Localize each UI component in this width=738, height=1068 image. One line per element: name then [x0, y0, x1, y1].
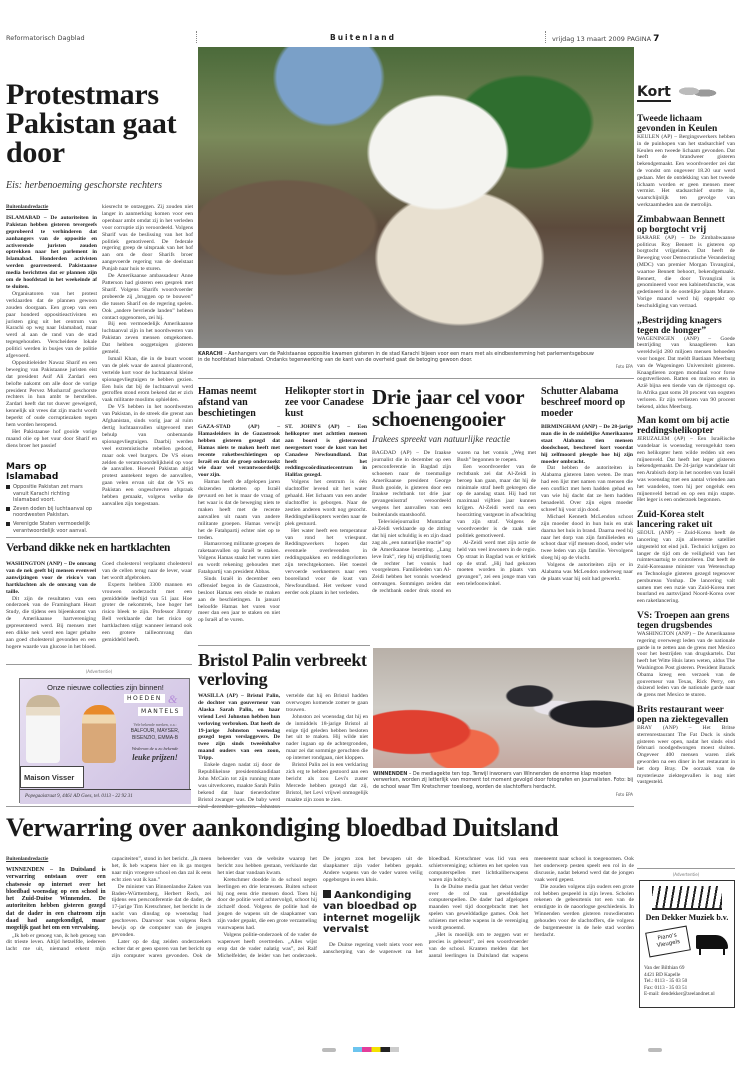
schutter-article — [541, 386, 633, 642]
paragraph: De VS hebben in het noordwesten van Pakistan, in de streek die grenst aan Afghanistan, sinds vorig jaar al ruim dertig luchtaanvallen uitgevoerd met behulp van onbemande spionagevliegtuigen. Daarbij werden veel extremistische rebellen gedood, maar ook veel burgers. De VS eisen zelden de verantwoordelijkheid op voor de aanvallen. Hoewel Pakistan altijd protest aantekent tegen de aanvallen, gaan velen ervan uit dat de VS en Pakistan een ongeschreven afspraak hebben gemaakt, volgens welke de aanvallen zijn toegestaan. — [102, 404, 193, 507]
kort-title: Kort — [637, 84, 671, 100]
registration-mark — [322, 1048, 336, 1052]
paragraph: Ismail Khan, die in de buurt woont van de plek waar de aanval plaatsvond, vertelde kort voor de luchtaanval kleine spionagevliegtuigen te hebben gezien. Een huis dat bij de luchtaanval werd getroffen stond erom bekend dat er zich vaak militante moslims ophielden. — [102, 355, 193, 404]
ad-hoeden: HOEDEN — [124, 694, 165, 703]
kort-item-title: Man komt om bij actie reddingshelikopter — [637, 416, 730, 437]
kort-item-title: Brits restaurant weer open na ziektegevallen — [637, 705, 729, 725]
paragraph: Organisatoren van het protest verklaarden dat de plannen gewoon zouden doorgaan. Een groep van een paar honderd oppositieactivisten en juristen ging uit het centrum van Karachi op weg naar Islamabad, maar werd al aan de rand van de stad tegengehouden. Verscheidene lokale politici werden in busjes van de politie afgevoerd. — [6, 290, 97, 360]
drie-jaar-article — [372, 386, 536, 642]
kort-item-text: BRAY (ANP) – Het Britse sterrenrestaurant The Fat Duck is sinds gisteren weer open, nadat het sinds eind februari noodgedwongen moest sluiten. Ongeveer 400 mensen waren ziek geworden na een diner in het restaurant in het dorp Bray. De oorzaak van de mysterieuze ziektegevallen is nog niet vastgesteld. — [637, 725, 735, 786]
kort-item-title: VS: Troepen aan grens tegen drugsbendes — [637, 611, 730, 632]
kort-column — [637, 84, 735, 786]
ad-address-1: Van der Bilthian 69 — [644, 965, 685, 971]
fact-box-text: Oppositie Pakistan zet mars vanuit Karachi richting Islamabad voort. — [13, 484, 83, 504]
paragraph: Een woordvoerder van de rechtbank zei dat Al-Zeidi in beroep kan gaan, maar dat hij de minimale straf heeft gekregen die op de aanslag staat. Hij had tot maximaal vijftien jaar kunnen krijgen. Al-Zeidi werd na een hoorzitting vastgezet in afwachting van zijn straf. Volgens de woordvoerder is de zaak niet politiek gemotiveerd. — [457, 463, 536, 539]
schutter-body — [541, 424, 633, 642]
drie-jaar-subtitle: Irakees spreekt van natuurlijke reactie — [372, 434, 511, 444]
intro: WASILLA (AP) – Bristol Palin, de dochter van gouverneur van Alaska Sarah Palin, en haar vriend Levi Johnston hebben hun verloving verbroken. Dat heeft de 19-jarige Johnston woensdag gezegd tegen verslaggevers. De twee zijn sinds tweeënhalve maand ouders van een zoon, Tripp. — [198, 693, 280, 762]
page-number: 7 — [653, 34, 660, 44]
masthead-paper: Reformatorisch Dagblad — [6, 34, 85, 42]
paragraph: Bristol Palin zei in een verklaring zich erg te hebben gestoord aan een bericht als zou Levi's zuster Mercede hebben gezegd dat zij, Bristol, het Levi vrijwel onmogelijk maakte zijn zoon te zien. — [286, 762, 368, 803]
paragraph: Televisiejournalist Muntazhar al-Zeidi verklaarde op de zitting dat hij niet schuldig is en zijn daad zag als „een natuurlijke reactie” op de Amerikaanse bezetting. „Lang leve Irak”, riep hij strijdlustig toen de rechter het vonnis had voorgelezen. Familieleden van Al-Zeidi hebben het vonnis woedend ontvangen. Sommigen zeiden dat de rechtbank onder druk stond en waren na het vonnis „Weg met Bush” begonnen te roepen. — [372, 450, 536, 595]
bullet-square-icon — [6, 485, 10, 489]
color-bar — [353, 1047, 399, 1052]
ad-ampersand: & — [168, 692, 178, 706]
intro: BIRMINGHAM (ANP) – De 28-jarige man die in de zuidelijke Amerikaanse staat Alabama tien mensen doodschoot, beschreef kort voordat hij zelfmoord pleegde hoe hij zijn moeder ombracht. — [541, 424, 633, 465]
verwarring-body — [6, 856, 634, 1042]
paragraph: Hamas heeft de afgelopen jaren duizenden raketten op Israël gevuurd en het is maar de vraag of het waar is dat de beweging niets te maken heeft met de recente aanvallen uit naam van andere militante groepen. Hamas verwijt het de Fatahpartij echter niet op te treden. — [198, 479, 280, 541]
bristol-headline: Bristol Palin verbreekt verloving — [198, 650, 367, 689]
paragraph: Bij een vermoedelijk Amerikaanse luchtaanval zijn in het noordwesten van Pakistan zeven mensen omgekomen. Dat hebben ooggetuigen gisteren gemeld. — [102, 321, 193, 356]
pakistan-protest-photo — [198, 47, 634, 348]
divider — [6, 537, 192, 538]
paragraph: De Duitse regering voelt niets voor een aanscherping van de wapenwet na het bloedbad. Kretschmer was lid van een schietvereniging; schieten en het spelen van computerspellen met lichtkaliberwapens waren zijn hobby's. — [322, 856, 529, 955]
helikopter-body — [285, 424, 367, 642]
kort-item-text: WAGENINGEN (ANP) – Goede bestrijding van knaagdieren kan wereldwijd 280 miljoen mensen behoeden voor honger. Dat meldt Bastiaan Meerburg van de Wageningen Universiteit gisteren. Knaagdieren zorgen mondiaal voor forse oogstverliezen. Ratten en muizen eten in Azië bijna een tiende van de rijstoogst op. In Afrika gaat soms 20 procent van oogsten verloren. Er zijn verliezen van 90 procent bekend, aldus Meerburg. — [637, 335, 735, 410]
photo-credit: Foto EPA — [615, 792, 633, 797]
byline: Buitenlandredactie — [6, 856, 49, 862]
paragraph: Het water heeft een temperatuur van rond het vriespunt. Reddingswerkers hopen dat eventuele overlevenden in reddingspakken en reddingsvlotten zijn terechtgekomen. Het toestel vervoerde werknemers naar een booreiland voor de kust van Newfoundland. Het verkeer vond eerder ook plaats in het verleden. — [285, 527, 367, 596]
photo-caption — [198, 351, 598, 364]
paragraph: „Ik heb er genoeg van, ik heb genoeg van dit trieste leven. Altijd hetzelfde, iedereen lacht me uit, niemand erkent mijn capaciteiten”, stond in het bericht. „Ik meen het, ik heb wapens hier en ik ga morgen naar mijn vroegere school en dan zal ik eens echt zien wat ik kan.” — [6, 856, 212, 953]
fact-box-item — [6, 484, 97, 504]
ad-fax: Fax: 0113 - 35 03 51 — [644, 984, 688, 991]
helikopter-headline: Helikopter stort in zee voor Canadese kust — [285, 386, 365, 419]
fact-box-text: Verenigde Staten vermoedelijk verantwoordelijk voor aanval. — [13, 520, 91, 534]
hamas-headline: Hamas neemt afstand van beschietingen — [198, 386, 257, 419]
paragraph: Hamasvroeg militante groepen de raketaanvallen op Israël te staken. Volgens Hamas staakt het vuren niet en wordt rekening gehouden met Fatahpartij van president Abbas. — [198, 541, 280, 576]
paragraph: Kretschmer doodde in de school negen leerlingen en drie leraressen. Buiten schoot hij nog eens drie mensen dood. Toen hij door de politie werd achtervolgd, schoot hij zichzelf dood. Volgens de politie had de jongen de wapens uit de slaapkamer van zijn vader gepakt, die een grote verzameling vuurwapens had. — [217, 876, 317, 932]
verband-body — [6, 561, 192, 662]
divider — [6, 664, 192, 665]
divider — [6, 806, 634, 807]
caption-text: – Aanhangers van de Pakistaanse oppositie kwamen gisteren in de stad Karachi bijeen voor een mars met als eindbestemming het parlementsgebouw in de hoofdstad Islamabad. Ondanks tegenwerking van de kant van de overheid gaat de betoging gewoon door. — [198, 351, 594, 364]
verband-headline: Verband dikke nek en hartklachten — [6, 542, 171, 554]
divider — [637, 868, 735, 869]
paragraph: Volgens de autoriteiten zijn er in Alabama was McLendon onderweg naar de plaats waar hij ooit had gewerkt. — [541, 562, 633, 582]
paragraph: In de Duitse media gaat het debat verder over de rol van gewelddadige computerspellen. De dader had afgelopen maanden veel tijd doorgebracht met het spelen van gewelddadige games. Ook het schieten met echte wapens in de vereniging wordt genoemd. — [428, 883, 529, 932]
ad-label: (Advertentie) — [672, 872, 700, 877]
caption-place: KARACHI — [198, 351, 223, 357]
date: vrijdag 13 maart 2009 PAGINA — [552, 35, 652, 43]
drie-jaar-headline: Drie jaar cel voor schoenengooier — [372, 385, 524, 431]
kort-item-title: Tweede lichaam gevonden in Keulen — [637, 114, 718, 134]
bristol-article — [198, 651, 368, 803]
byline: Buitenlandredactie — [6, 204, 49, 210]
fact-box-item — [6, 521, 97, 534]
ad-email[interactable]: E-mail: dendekker@zeelandnet.nl — [644, 991, 715, 998]
kort-item-text: KEULEN (AP) – Bergingswerkers hebben in de puinhopen van het stadsarchief van Keulen een tweede lichaam gevonden. Dat heeft de brandweer gisteren bekendgemaakt. Een woordvoerder zei dat de vondst om ongeveer 18.20 uur werd gedaan. Met de ontdekking van het tweede lichaam worden er geen mensen meer vermist. Het stadsarchief stortte in, waarschijnlijk ten gevolge van werkzaamheden aan de metrolijn. — [637, 134, 735, 208]
intro: GAZA-STAD (AP) – Hamasleiders in de Gazastrook hebben gisteren gezegd dat Hamas niets te maken heeft met recente raketbeschietingen op Israël en dat de groep onderzoekt wie daar wel verantwoordelijk voor zijn. — [198, 424, 280, 479]
divider — [198, 378, 634, 379]
paragraph: Dit zijn de resultaten van een onderzoek van de Framingham Heart Study, die tijdens een bijeenkomst van de Amerikaanse hartvereniging gepresenteerd werd. Bij mensen met een dikke nek werd een lager gehalte aan goed cholesterol gevonden en een hogere waarde van glucose in het bloed. Goed cholesterol verplaatst cholesterol van de cellen terug naar de lever, waar het wordt afgebroken. — [6, 561, 192, 650]
paragraph: Later op de dag zeiden onderzoekers echter dat er geen sporen van het bericht op zijn computer waren gevonden. Ook de beheerder van de website waarop het bericht zou hebben gestaan, verklaarde dat het niet daar vandaan kwam. — [111, 856, 317, 959]
ad-den-dekker[interactable] — [639, 880, 735, 1008]
stamp-line-1: Piano's — [657, 932, 678, 942]
model-woman-image — [82, 705, 116, 763]
fact-box-title: Mars op Islamabad — [6, 462, 59, 482]
ad-stamp — [645, 926, 691, 958]
kort-item-text: SEOUL (ANP) – Zuid-Korea heeft de lancering van zijn allereerste satelliet uitgesteld tot eind juli. Technici krijgen zo langer de tijd om de veiligheid van het ruimtevaartuig te controleren. Dat heeft de Zuid-Koreaanse minister van Wetenschap en Technologie gisteren gezegd tegenover persbureau Yonhap. De lancering valt samen met een ruzie van Zuid-Korea met buurland en aartsvijand Noord-Korea over een raketlancering. — [637, 530, 735, 605]
ad-brands-intro: Vele bekende merken, o.a.: — [133, 722, 177, 727]
kort-item-title: Zimbabwaan Bennett op borgtocht vrij — [637, 214, 725, 235]
paragraph: kiesrecht te ontzeggen. Zij zouden niet langer in aanmerking komen voor een openbaar ambt omdat zij in het verleden voor corruptie zijn veroordeeld. Volgens Sharif was de beslissing van het hof politiek gemotiveerd. De federale regering greep de uitspraak van het hof aan om de door Sharifs broer aangevoerde regering van de deelstaat Punjab naar huis te sturen. — [102, 204, 193, 273]
ad-label: (Advertentie) — [85, 669, 113, 674]
ad-mantels: MANTELS — [138, 707, 183, 716]
intro: WINNENDEN – In Duitsland is verwarring ontstaan over een chatsessie op internet over het bloedbad woensdag op een school in het Zuid-Duitse Winnenden. De autoriteiten hebben gisteren gezegd dat de dader in een chatroom zijn daad had aangekondigd, maar mogelijk gaat het om een vervalsing. — [6, 866, 106, 932]
ad-slogan-2: leuke prijzen! — [132, 753, 178, 762]
paragraph: Oppositieleider Nawaz Sharif en een beweging van Pakistaanse juristen eist dat president Asif Ali Zardari een belofte nakomt om alle door de vorige president Pervez Musharraf geschorste rechters in hun ambt te herstellen. Zardari heeft dat tot dusver geweigerd, kennelijk uit vrees dat zijn macht wordt beperkt of oude corruptiezaken tegen hem worden heropend. — [6, 359, 97, 429]
intro: WASHINGTON (ANP) – De omvang van de nek geeft bij mensen evenveel aanwijzingen voor de risico's van hartklachten als de omvang van de taille. — [6, 561, 96, 595]
paragraph: Sinds Israël in december een offensief begon in de Gazastrook, besloot Hamas een einde te maken aan de beschietingen. In januari beloofde Hamas het vuren voor meer dan een jaar te staken en niet op Israël af te vuren. — [198, 575, 280, 624]
intro: ISLAMABAD – De autoriteiten in Pakistan hebben gisteren tevergeefs geprobeerd te verhinderen dat aanhangers van de oppositie en activerende juristen zouden optrekken naar het parlement in Islamabad. Honderden activisten werden gearresteerd. Pakistaanse media berichtten dat er plannen zijn om de hoofdstad in het weekeinde af te sluiten. — [6, 214, 97, 290]
caption-text: – De mediagekte ten top. Terwijl inwoners van Winnenden de enorme klap moeten verwerken, worden zij letterlijk van moment tot moment gevolgd door fotografen en journalisten. Foto: bij de school waar Tim Kretschmer toesloeg, worden de slachtoffers herdacht. — [373, 771, 634, 790]
verwarring-headline: Verwarring over aankondiging bloedbad Duitsland — [6, 813, 559, 842]
fact-box-item — [6, 506, 97, 519]
grand-piano-icon — [696, 935, 728, 949]
paragraph: Volgens politie-onderzoek of de vader de wapenwet heeft overtreden. „Alles wijst erop dat de vader nalatig was”, zei Ralf Michelfelder, de leider van het onderzoek. De jongen zou het bewapen uit de slaapkamer zijn vader hebben gepakt. Andere wapens van de vader waren veilig opgeborgen in een kluis. — [217, 856, 423, 959]
intro: ST. JOHN'S (AP) – Een helikopter met achttien mensen aan boord is gisteravond neergestort voor de kust van het Canadese Newfoundland. Dat heeft het reddingscoördinatiecentrum in Halifax gezegd. — [285, 424, 367, 479]
hamas-body — [198, 424, 280, 642]
fact-box-text: Zeven doden bij luchtaanval op noordwesten Pakistan. — [13, 505, 93, 519]
paragraph: Die zouden volgens zijn ouders een grote rol hebben gespeeld in zijn leven. Scholen rekenen de gebeurtenis tot een van de ernstigste in de naoorlogse geschiedenis. In Winnenden werden gisteren rouwdiensten gehouden voor de slachtoffers, die volgens de burgemeester in de hele stad worden herdacht. — [534, 883, 634, 938]
kort-item-title: „Bestrijding knagers tegen de honger” — [637, 315, 722, 336]
paragraph: Enkele dagen nadat zij door de Republikeinse presidentskandidaat John McCain tot zijn running mate was uitverkoren, maakte Sarah Palin bekend dat haar tienerdochter Bristol zwanger was. De baby werd vertelde dat hij en Bristol hadden overwogen komende zomer te gaan trouwen. — [198, 693, 368, 803]
hamas-article — [198, 386, 280, 642]
paragraph: Volgens het centrum is één slachtoffer levend uit het water gehaald. Het lichaam van een ander slachtoffer is geborgen. Naar de zestien anderen wordt nog gezocht. Reddingshelikopters werden naar de plek gestuurd. — [285, 479, 367, 527]
paragraph: Johnston zei woensdag dat hij en de inmiddels 18-jarige Bristol al enige tijd geleden hebben besloten het uit te maken. Hij wilde niet nader ingaan op de achtergronden, maar zei dat sommige geruchten die op internet rondgaan, niet kloppen. — [286, 713, 368, 762]
paragraph: Dat hebben de autoriteiten in Alabama gisteren laten weten. De man had een lijst met namen van mensen die een conflict met hem hadden gehad en van wie hij dacht dat ze hem hadden benadeeld. Over zijn eigen moeder schreef hij voor zijn dood. — [541, 465, 633, 513]
verband-article — [6, 542, 192, 662]
stamp-line-2: Vleugels — [656, 938, 681, 949]
bullet-square-icon — [6, 507, 10, 511]
kort-item-title: Zuid-Korea stelt lancering raket uit — [637, 510, 713, 531]
model-man-image — [26, 695, 60, 763]
intro: BAGDAD (AP) – De Iraakse journalist die in december op een persconferentie in Bagdad zijn schoenen naar de toenmalige Amerikaanse president George Bush gooide, is gisteren door een Iraakse rechtbank tot drie jaar gevangenisstraf veroordeeld wegens het aanvallen van een buitenlands staatshoofd. — [372, 450, 451, 519]
ad-address: Popegaaistraat 9, 4461 AD Goes, tel. 0113 - 22 92 31 — [20, 789, 191, 804]
section-title: Buitenland — [330, 33, 396, 42]
kort-item-text: HARARE (AP) – De Zimbabwaanse politicus Roy Bennett is gisteren op borgtocht vrijgelaten. Dat heeft de Beweging voor Democratische Verandering (MDC) van premier Morgan Tsvangirai, waartoe Bennett behoort, bekendgemaakt. Bennett, die door Tsvangirai is genomineerd voor een kabinetsfunctie, was gedetineerd in de oostelijke plaats Mutare. Vorige maand werd hij opgepakt op beschuldiging van verraad. — [637, 234, 735, 309]
paragraph: De minister van Binnenlandse Zaken van Baden-Württemberg, Herbert Rech, zei tijdens een persconferentie dat de dader, de 17-jarige Tim Kretschmer, het bericht in de nacht van dinsdag op woensdag had geschreven. Daarvoor was volgens Rech bewijs op de computer van de jongen gevonden. — [111, 883, 212, 938]
kort-item-text: WASHINGTON (ANP) – De Amerikaanse regering overweegt leden van de nationale garde in te zetten aan de grens met Mexico voor het bestrijden van drugskartels. Dat heeft het Witte Huis laten weten, aldus The Washington Post gisteren. President Barack Obama kreeg een verzoek van de gouverneur van Texas, Rick Perry, om duizend leden van de nationale garde naar de grens met Mexico te sturen. — [637, 631, 735, 699]
ad-address-2: 4421 BD Kapelle — [644, 971, 681, 978]
winnenden-memorial-photo — [373, 648, 634, 768]
ad-slogan-1: Wederom de u zo bekende — [131, 746, 179, 751]
divider — [198, 645, 370, 646]
drie-jaar-body — [372, 450, 536, 642]
ad-shop-name: Maison Visser — [20, 766, 84, 788]
bullet-square-icon — [323, 890, 331, 898]
kort-item-text: JERUZALEM (AP) – Een Israëlische wandelaar is woensdag verongelukt toen een helikopter hem wilde redden uit een mijnenveld. Dat heeft het leger gisteren bekendgemaakt. De 24-jarige wandelaar uit een Arabisch dorp in het noorden van Israël was woensdag met een aantal vrienden aan het wandelen, toen hij per ongeluk een mijnenveld betrad en op een mijn stapte. Het leger is een onderzoek begonnen. — [637, 436, 735, 504]
ad-headline: Onze nieuwe collecties zijn binnen! — [47, 683, 164, 692]
photo-credit: Foto EPA — [615, 364, 633, 369]
paragraph: Michael Kenneth McLendon schoot zijn moeder dood in hun huis en stak daarna het huis in brand. Daarna reed hij naar het dorp van zijn familieleden en schoot daar vijf mensen dood, onder wie twee leden van zijn familie. Vervolgens sloeg hij op de vlucht. — [541, 513, 633, 562]
pullquote — [323, 890, 423, 936]
ad-tel: Tel.: 0113 - 35 03 50 — [644, 978, 688, 985]
lead-headline: Protestmars Pakistan gaat door — [6, 78, 177, 169]
registration-mark — [648, 1048, 662, 1052]
paragraph: De Amerikaanse ambassadeur Anne Patterson had gisteren een gesprek met Sharif. Volgens Sharifs woordvoerder probeerde zij „bruggen op te bouwen” die tussen Sharif en de regering spelen. Ook „andere bevriende landen” hebben contact opgenomen, zei hij. — [102, 273, 193, 321]
paragraph: „Het is moeilijk om te zeggen wat er precies is gebeurd”, zei een woordvoerder van de school. Kranten melden dat het aantal leerlingen in Duitsland dat wapens meeneemt naar school is toegenomen. Ook het onderwerp pesten speelt een rol in de discussie, nadat bekend werd dat de jongen vaak werd gepest. — [428, 856, 634, 959]
lead-subtitle: Eis: herbenoeming geschorste rechters — [6, 180, 162, 191]
helikopter-article — [285, 386, 367, 642]
paragraph: Het Pakistaanse hof gooide vorige maand olie op het vuur door Sharif en diens broer het passief — [6, 429, 97, 449]
paragraph: Al-Zeidi werd met zijn actie de held van veel inwoners in de regio. Op straat in Bagdad was er kritiek op de straf. „Hij had gekozen moeten worden in plaats van gevangen”, zei een jonge man van een telefoonwinkel. — [457, 539, 536, 588]
schutter-headline: Schutter Alabama beschreef moord op moeder — [541, 386, 626, 419]
lead-col-1 — [6, 204, 97, 458]
world-map-icon — [677, 84, 717, 102]
caption-place: WINNENDEN — [373, 771, 408, 777]
divider — [196, 31, 197, 43]
ad-brands: BALFOUR, MAYSER, BISENZIO, EMMA-B — [130, 728, 180, 741]
divider — [545, 31, 546, 43]
pullquote-text: Aankondiging van bloedbad op internet mogelijk vervalst — [322, 889, 421, 936]
bristol-body — [198, 693, 368, 803]
paragraph: Experts hebben 3300 mannen en vrouwen onderzocht met een gemiddelde leeftijd van 51 jaar. Hoe groter de nekomtrek, hoe hoger het risico bleek te zijn. Professor Jimmy Bell verklaarde dat het risico op hartklachten stijgt wanneer iemand ook een grotere tailleomvang dan gemiddeld heeft. — [102, 581, 192, 643]
fact-box — [6, 462, 97, 536]
den-dekker-logo — [652, 886, 722, 910]
bullet-square-icon — [6, 522, 10, 526]
ad-maison-visser[interactable] — [19, 678, 190, 803]
piano-legs — [699, 949, 725, 955]
lead-col-2 — [102, 204, 193, 534]
winnenden-caption — [373, 771, 634, 790]
date-page — [552, 34, 659, 44]
ad-company: Den Dekker Muziek b.v. — [645, 913, 729, 922]
